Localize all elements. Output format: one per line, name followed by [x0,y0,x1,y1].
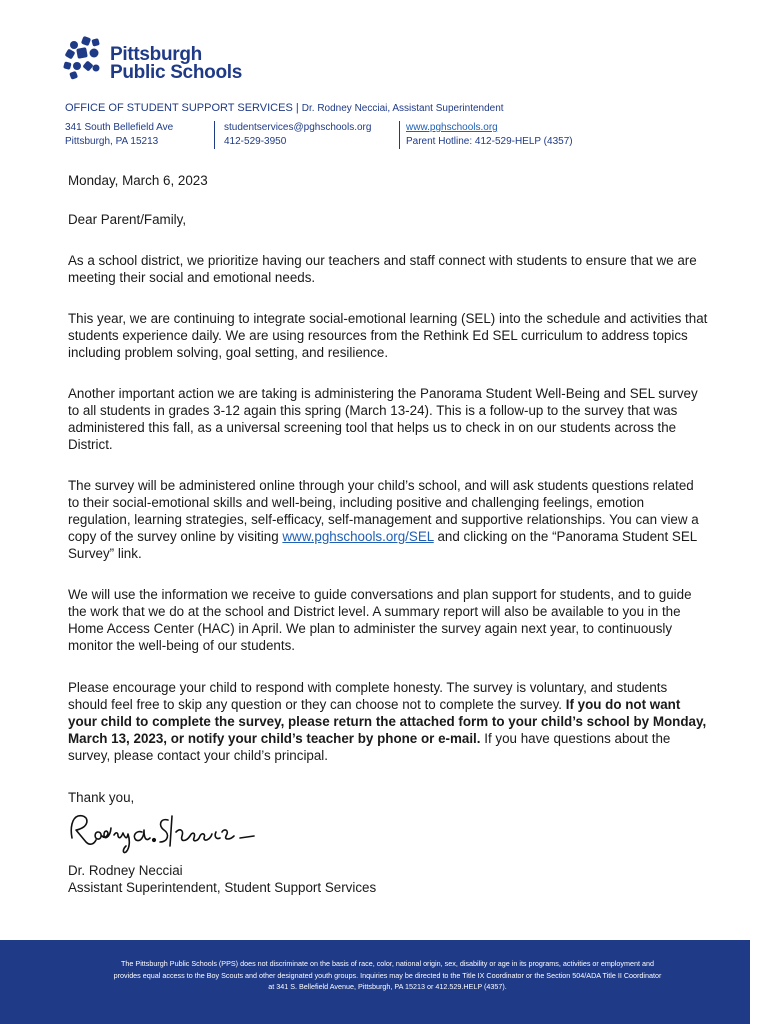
paragraph-4 [68,477,708,562]
superintendent-line: Dr. Rodney Necciai, Assistant Superintendent [301,103,504,114]
phone-number: 412-529-3950 [224,136,287,147]
address-line-2: Pittsburgh, PA 15213 [65,136,159,147]
letter-date: Monday, March 6, 2023 [68,173,208,188]
sel-survey-link[interactable]: www.pghschools.org/SEL [282,529,434,544]
paragraph-1 [68,252,708,286]
letter-closing: Thank you, [68,790,135,805]
nondiscrimination-notice: The Pittsburgh Public Schools (PPS) does not discriminate on the basis of race, color, national origin, sex, disability or age in its programs, activities or employment and provides equal access to the Boy Scouts and other designated youth groups. Inquiries may be directed to the Title IX Coordinator or the Section 504/ADA Title II Coordinator at 341 S. Bellefield Avenue, Pittsburgh, PA 15213 or 412.529.HELP (4357). [113,959,662,991]
handwritten-signature [64,808,264,860]
email-link[interactable]: studentservices@pghschools.org [224,122,372,133]
paragraph-2-text: This year, we are continuing to integrate social-emotional learning (SEL) into the schedule and activities that students experience daily. We are using resources from the Rethink Ed SEL curriculum to address topics including problem solving, goal setting, and resilience. [68,311,708,360]
logo-wordmark [110,46,242,82]
paragraph-5 [68,586,708,654]
paragraph-2 [68,310,708,361]
footer-band [0,940,750,1024]
pps-logo [62,36,282,88]
website-link[interactable]: www.pghschools.org [406,122,498,133]
address-line-1: 341 South Bellefield Ave [65,122,174,133]
office-name: OFFICE OF STUDENT SUPPORT SERVICES [65,102,293,114]
parent-hotline: Parent Hotline: 412-529-HELP (4357) [406,136,573,147]
paragraph-6-text-end: If you have questions about the survey, please contact your child’s principal. [68,731,671,763]
address-block [65,121,173,149]
paragraph-6 [68,679,708,764]
logo-line-1: Pittsburgh [110,44,202,65]
paragraph-6-text: Please encourage your child to respond with complete honesty. The survey is voluntary, and students should feel free to skip any question or they can choose not to complete the survey. [68,680,668,712]
paragraph-4-text-end: and clicking on the “Panorama Student SEL Survey” link. [68,529,697,561]
pps-logo-icon [62,36,106,80]
contact-block [214,121,371,149]
letter-salutation: Dear Parent/Family, [68,212,187,227]
office-line [65,102,504,114]
paragraph-4-text: The survey will be administered online through your child’s school, and will ask students questions related to their social-emotional skills and well-being, including positive and challenging feelings, emotion regulation, learning strategies, self-efficacy, self-management and supportive relationships. You can view a copy of the survey online by visiting [68,478,699,544]
paragraph-5-text: We will use the information we receive to guide conversations and plan support for students, and to guide the work that we do at the school and District level. A summary report will also be available to you in the Home Access Center (HAC) in April. We plan to administer the survey again next year, to continuously monitor the well-being of our students. [68,587,692,653]
paragraph-3 [68,385,708,453]
signer-name: Dr. Rodney Necciai [68,863,183,878]
signer-title: Assistant Superintendent, Student Support Services [68,880,377,895]
web-block [399,121,573,149]
paragraph-3-text: Another important action we are taking is administering the Panorama Student Well-Being and SEL survey to all students in grades 3-12 again this spring (March 13-24). This is a follow-up to the survey that was administered this fall, as a universal screening tool that helps us to check in on our students across the District. [68,386,698,452]
paragraph-6-bold: If you do not want your child to complete the survey, please return the attached form to your child’s school by Monday, March 13, 2023, or notify your child’s teacher by phone or e-mail. [68,697,707,746]
office-divider: | [295,102,299,114]
paragraph-1-text: As a school district, we prioritize having our teachers and staff connect with students to ensure that we are meeting their social and emotional needs. [68,253,697,285]
logo-line-2: Public Schools [110,62,242,83]
